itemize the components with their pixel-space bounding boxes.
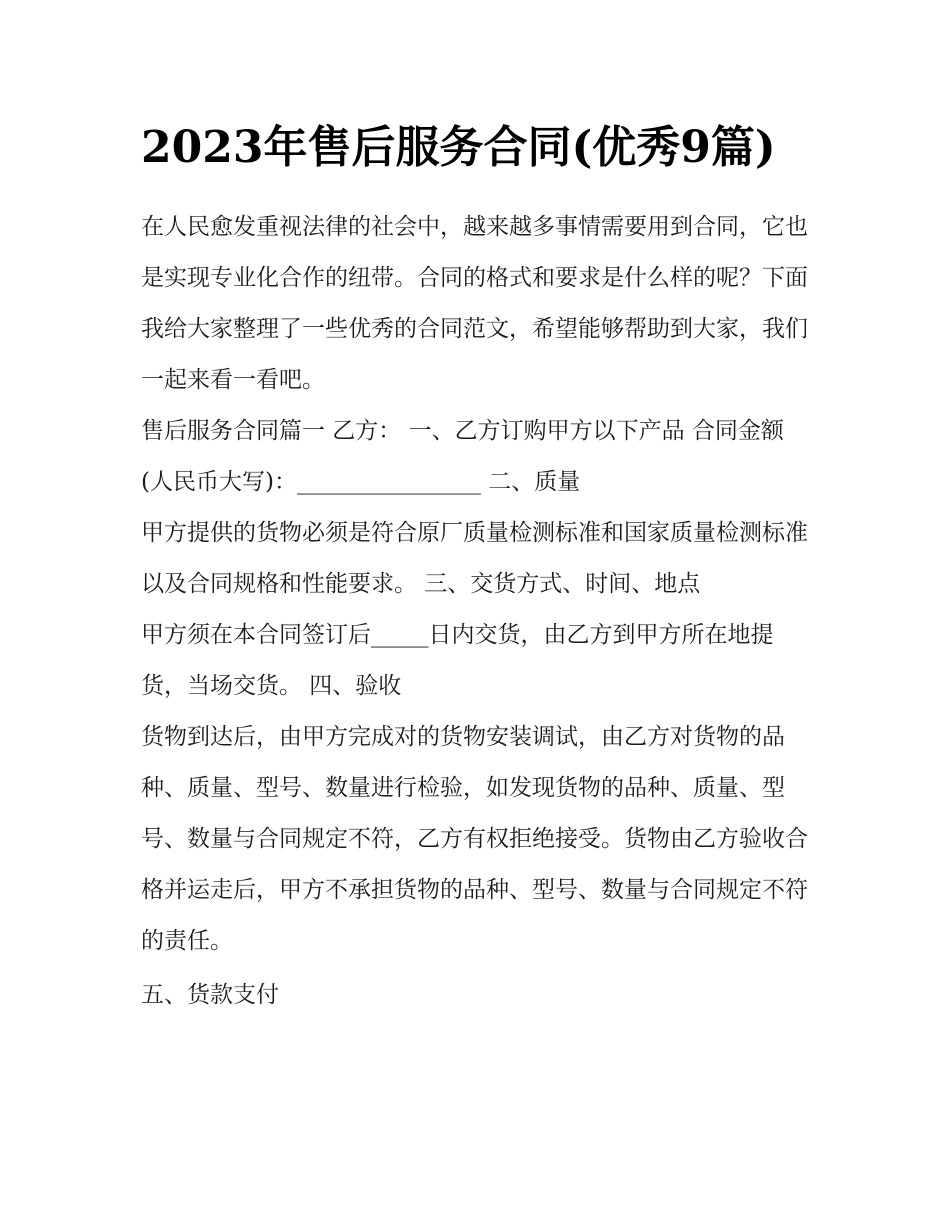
document-body <box>141 112 813 1021</box>
delivery-paragraph: 甲方须在本合同签订后_____日内交货，由乙方到甲方所在地提货，当场交货。 四、验收 <box>141 622 774 699</box>
quality-paragraph: 甲方提供的货物必须是符合原厂质量检测标准和国家质量检测标准以及合同规格和性能要求。 三、交货方式、时间、地点 <box>141 520 808 597</box>
intro-paragraph: 在人民愈发重视法律的社会中，越来越多事情需要用到合同，它也是实现专业化合作的纽带。合同的格式和要求是什么样的呢？下面我给大家整理了一些优秀的合同范文，希望能够帮助到大家，我们一起来看一看吧。 <box>141 214 808 393</box>
document-title: 2023年售后服务合同(优秀9篇) <box>141 122 776 173</box>
acceptance-paragraph: 货物到达后，由甲方完成对的货物安装调试，由乙方对货物的品种、质量、型号、数量进行检验，如发现货物的品种、质量、型号、数量与合同规定不符，乙方有权拒绝接受。货物由乙方验收合格并运走后，甲方不承担货物的品种、型号、数量与合同规定不符的责任。 <box>141 724 808 954</box>
contract-section-intro: 售后服务合同篇一 乙方： 一、乙方订购甲方以下产品 合同金额(人民币大写)：________________ 二、质量 <box>141 418 784 495</box>
payment-heading: 五、货款支付 <box>141 982 279 1008</box>
